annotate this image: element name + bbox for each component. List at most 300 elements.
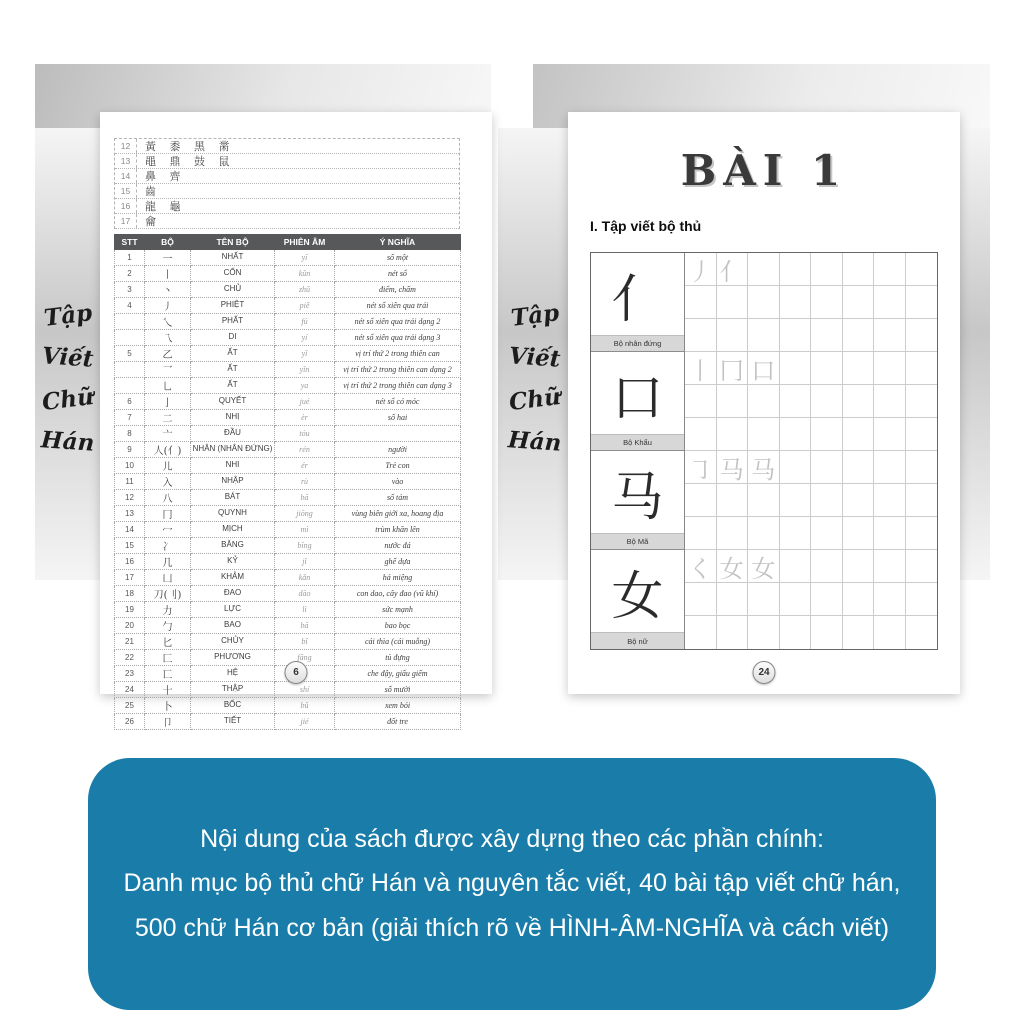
stt-cell: 13 <box>115 506 145 522</box>
table-row <box>115 554 461 570</box>
ten-bo-cell: ĐẦU <box>191 426 275 442</box>
y-nghia-cell: điểm, chấm <box>335 282 461 298</box>
stt-cell: 16 <box>115 554 145 570</box>
y-nghia-cell: nét sổ xiên qua trái dạng 2 <box>335 314 461 330</box>
ten-bo-cell: TIẾT <box>191 714 275 730</box>
stt-cell: 3 <box>115 282 145 298</box>
y-nghia-cell: vào <box>335 474 461 490</box>
stt-cell: 6 <box>115 394 145 410</box>
radical-column <box>591 352 685 451</box>
practice-cell: 亻 <box>717 253 749 286</box>
phien-am-cell: fāng <box>275 650 335 666</box>
info-box <box>88 758 936 1010</box>
bo-cell: 冖 <box>145 522 191 538</box>
ten-bo-cell: BỐC <box>191 698 275 714</box>
bo-cell: 丨 <box>145 266 191 282</box>
ten-bo-cell: LỰC <box>191 602 275 618</box>
info-line-1: Nội dung của sách được xây dựng theo các phần chính: <box>200 824 824 853</box>
bo-cell: 乛 <box>145 362 191 378</box>
practice-cell <box>780 550 812 583</box>
phien-am-cell: ya <box>275 378 335 394</box>
practice-cell <box>811 517 843 550</box>
stt-cell: 11 <box>115 474 145 490</box>
column-header: BỘ <box>145 235 191 250</box>
bo-cell: 一 <box>145 250 191 266</box>
practice-cell <box>780 253 812 286</box>
practice-cell: く <box>685 550 717 583</box>
practice-cell <box>685 616 717 649</box>
bo-cell: 丿 <box>145 298 191 314</box>
practice-cell <box>780 385 812 418</box>
practice-cell <box>685 583 717 616</box>
table-row <box>115 538 461 554</box>
table-row <box>115 602 461 618</box>
phien-am-cell: rù <box>275 474 335 490</box>
practice-cell <box>748 616 780 649</box>
practice-cell <box>874 286 906 319</box>
stt-cell: 24 <box>115 682 145 698</box>
table-row <box>115 426 461 442</box>
bo-cell: 冫 <box>145 538 191 554</box>
stt-cell: 20 <box>115 618 145 634</box>
y-nghia-cell: số một <box>335 250 461 266</box>
y-nghia-cell: người <box>335 442 461 458</box>
series-title-word: Hán <box>40 426 96 457</box>
radical-characters: 鼻 齊 <box>145 170 186 183</box>
practice-cell <box>717 385 749 418</box>
ten-bo-cell: BĂNG <box>191 538 275 554</box>
bo-cell: 亠 <box>145 426 191 442</box>
practice-cell: 马 <box>748 451 780 484</box>
ten-bo-cell: CỔN <box>191 266 275 282</box>
practice-cell <box>874 583 906 616</box>
practice-cell <box>906 550 938 583</box>
info-line-3: 500 chữ Hán cơ bản (giải thích rõ về HÌNH-ÂM-NGHĨA và cách viết) <box>134 913 890 942</box>
bo-cell: 卩 <box>145 714 191 730</box>
y-nghia-cell: nét sổ có móc <box>335 394 461 410</box>
stroke-index-row <box>115 154 459 169</box>
practice-cell <box>748 418 780 451</box>
phien-am-cell: bǐ <box>275 634 335 650</box>
practice-cell <box>843 286 875 319</box>
radical-label: Bộ Khẩu <box>591 435 684 451</box>
practice-cell: 女 <box>748 550 780 583</box>
column-header: PHIÊN ÂM <box>275 235 335 250</box>
practice-cell <box>780 286 812 319</box>
practice-cell <box>811 583 843 616</box>
practice-cell <box>685 484 717 517</box>
practice-cell <box>780 418 812 451</box>
practice-cell <box>748 286 780 319</box>
gray-strip-right <box>960 128 990 580</box>
radical-table-header-row <box>115 235 461 250</box>
practice-cell <box>843 616 875 649</box>
practice-cell <box>874 385 906 418</box>
practice-cell <box>717 583 749 616</box>
left-book-page <box>100 112 492 729</box>
stt-cell: 26 <box>115 714 145 730</box>
ten-bo-cell: NHẤT <box>191 250 275 266</box>
stroke-index-row <box>115 214 459 229</box>
phien-am-cell: bā <box>275 490 335 506</box>
practice-cell <box>717 616 749 649</box>
bo-cell: 凵 <box>145 570 191 586</box>
practice-section <box>591 253 937 352</box>
practice-cell <box>717 484 749 517</box>
practice-cell <box>780 517 812 550</box>
practice-cell <box>748 484 780 517</box>
ten-bo-cell: CHỦY <box>191 634 275 650</box>
table-row <box>115 586 461 602</box>
bo-cell: 匚 <box>145 650 191 666</box>
stt-cell: 4 <box>115 298 145 314</box>
practice-cell <box>906 484 938 517</box>
y-nghia-cell: đốt tre <box>335 714 461 730</box>
stt-cell: 10 <box>115 458 145 474</box>
stt-cell: 15 <box>115 538 145 554</box>
radical-characters: 龍 龜 <box>145 200 186 213</box>
practice-cell <box>780 352 812 385</box>
series-title-calligraphy-left <box>35 299 101 457</box>
column-header: Ý NGHĨA <box>335 235 461 250</box>
bo-cell: 卜 <box>145 698 191 714</box>
phien-am-cell: jié <box>275 714 335 730</box>
table-row <box>115 266 461 282</box>
ten-bo-cell: NHẬP <box>191 474 275 490</box>
stroke-index-row <box>115 169 459 184</box>
y-nghia-cell: Trẻ con <box>335 458 461 474</box>
bo-cell: 丶 <box>145 282 191 298</box>
ten-bo-cell: PHẤT <box>191 314 275 330</box>
table-row <box>115 346 461 362</box>
y-nghia-cell: bao bọc <box>335 618 461 634</box>
practice-cell <box>780 484 812 517</box>
y-nghia-cell: số mười <box>335 682 461 698</box>
ten-bo-cell: NHÂN (NHÂN ĐỨNG) <box>191 442 275 458</box>
ten-bo-cell: NHỊ <box>191 410 275 426</box>
practice-cell <box>748 583 780 616</box>
radical-label: Bộ nữ <box>591 633 684 649</box>
practice-cell <box>843 352 875 385</box>
stt-cell <box>115 362 145 378</box>
series-title-word: Tập <box>42 299 94 332</box>
practice-section <box>591 451 937 550</box>
stt-cell <box>115 314 145 330</box>
phien-am-cell: jué <box>275 394 335 410</box>
ten-bo-cell: CHỦ <box>191 282 275 298</box>
stroke-count: 15 <box>115 184 137 198</box>
phien-am-cell: yǐ <box>275 346 335 362</box>
bo-cell: 入 <box>145 474 191 490</box>
bo-cell: 几 <box>145 554 191 570</box>
radical-characters: 黃 黍 黑 黹 <box>145 140 235 153</box>
practice-cell <box>811 352 843 385</box>
info-line-2: Danh mục bộ thủ chữ Hán và nguyên tắc viết, 40 bài tập viết chữ hán, <box>123 869 901 898</box>
y-nghia-cell: số hai <box>335 410 461 426</box>
radical-character: 亻 <box>591 253 684 336</box>
ten-bo-cell: THẬP <box>191 682 275 698</box>
practice-cell <box>874 550 906 583</box>
practice-cell <box>906 352 938 385</box>
practice-cell <box>906 451 938 484</box>
radical-column <box>591 451 685 550</box>
stt-cell: 17 <box>115 570 145 586</box>
practice-cell: 女 <box>717 550 749 583</box>
practice-cell <box>811 319 843 352</box>
stroke-index-table <box>114 138 460 229</box>
practice-cell <box>685 286 717 319</box>
stt-cell: 9 <box>115 442 145 458</box>
table-row <box>115 282 461 298</box>
phien-am-cell: kǎn <box>275 570 335 586</box>
practice-cell <box>874 253 906 286</box>
section-heading: I. Tập viết bộ thủ <box>590 218 702 234</box>
phien-am-cell: dāo <box>275 586 335 602</box>
phien-am-cell: bǔ <box>275 698 335 714</box>
practice-cell: 口 <box>748 352 780 385</box>
phien-am-cell: yǐn <box>275 362 335 378</box>
ten-bo-cell: ẤT <box>191 346 275 362</box>
page-number-badge-left: 6 <box>285 661 308 684</box>
practice-grid <box>685 451 937 550</box>
radical-characters: 龠 <box>145 215 161 228</box>
y-nghia-cell: nét sổ <box>335 266 461 282</box>
phien-am-cell: yī <box>275 250 335 266</box>
bo-cell: 匕 <box>145 634 191 650</box>
radical-characters: 黽 鼎 鼓 鼠 <box>145 155 235 168</box>
phien-am-cell: bīng <box>275 538 335 554</box>
practice-cell <box>874 451 906 484</box>
stroke-count: 16 <box>115 199 137 213</box>
ten-bo-cell: PHƯƠNG <box>191 650 275 666</box>
practice-section <box>591 352 937 451</box>
stt-cell: 12 <box>115 490 145 506</box>
table-row <box>115 378 461 394</box>
table-row <box>115 714 461 730</box>
y-nghia-cell: nét sổ xiên qua trái dạng 3 <box>335 330 461 346</box>
table-row <box>115 570 461 586</box>
bo-cell: 亅 <box>145 394 191 410</box>
stroke-count: 17 <box>115 214 137 228</box>
phien-am-cell: shí <box>275 682 335 698</box>
phien-am-cell: zhǔ <box>275 282 335 298</box>
practice-cell <box>874 319 906 352</box>
column-header: STT <box>115 235 145 250</box>
table-row <box>115 682 461 698</box>
practice-cell: ㇆ <box>685 451 717 484</box>
ten-bo-cell: HỆ <box>191 666 275 682</box>
series-title-word: Viết <box>508 342 562 373</box>
practice-cell: 丿 <box>685 253 717 286</box>
table-row <box>115 410 461 426</box>
practice-cell <box>780 319 812 352</box>
radical-column <box>591 550 685 649</box>
table-row <box>115 362 461 378</box>
practice-cell <box>685 418 717 451</box>
y-nghia-cell: xem bói <box>335 698 461 714</box>
practice-cell <box>811 385 843 418</box>
practice-cell <box>906 319 938 352</box>
stt-cell: 18 <box>115 586 145 602</box>
practice-cell <box>906 253 938 286</box>
practice-cell <box>685 385 717 418</box>
bo-cell: 十 <box>145 682 191 698</box>
practice-grid <box>685 253 937 352</box>
ten-bo-cell: DI <box>191 330 275 346</box>
practice-cell <box>874 616 906 649</box>
ten-bo-cell: KỶ <box>191 554 275 570</box>
practice-cell <box>874 418 906 451</box>
y-nghia-cell: nét sổ xiên qua trái <box>335 298 461 314</box>
bo-cell: 乙 <box>145 346 191 362</box>
series-title-word: Tập <box>509 299 561 332</box>
table-row <box>115 458 461 474</box>
phien-am-cell: lì <box>275 602 335 618</box>
ten-bo-cell: ẤT <box>191 378 275 394</box>
radical-character: 女 <box>591 550 684 633</box>
phien-am-cell: jǐ <box>275 554 335 570</box>
bo-cell: 乀 <box>145 314 191 330</box>
stt-cell: 21 <box>115 634 145 650</box>
practice-cell <box>780 451 812 484</box>
y-nghia-cell: vị trí thứ 2 trong thiên can dạng 3 <box>335 378 461 394</box>
radical-characters: 齒 <box>145 185 161 198</box>
page-number-badge-right: 24 <box>753 661 776 684</box>
practice-cell <box>748 517 780 550</box>
practice-cell <box>811 616 843 649</box>
practice-cell <box>843 385 875 418</box>
table-row <box>115 442 461 458</box>
y-nghia-cell: vị trí thứ 2 trong thiên can <box>335 346 461 362</box>
practice-cell <box>717 286 749 319</box>
phien-am-cell: fú <box>275 314 335 330</box>
practice-cell <box>717 517 749 550</box>
ten-bo-cell: PHIỆT <box>191 298 275 314</box>
stt-cell: 8 <box>115 426 145 442</box>
practice-cell <box>906 385 938 418</box>
practice-cell <box>906 286 938 319</box>
phien-am-cell: tóu <box>275 426 335 442</box>
ten-bo-cell: BÁT <box>191 490 275 506</box>
stt-cell: 23 <box>115 666 145 682</box>
phien-am-cell: ér <box>275 458 335 474</box>
series-title-word: Chữ <box>40 382 96 417</box>
phien-am-cell: yí <box>275 330 335 346</box>
y-nghia-cell <box>335 426 461 442</box>
table-row <box>115 330 461 346</box>
bo-cell: 冂 <box>145 506 191 522</box>
practice-cell: 丨 <box>685 352 717 385</box>
practice-cell <box>843 418 875 451</box>
y-nghia-cell: há miệng <box>335 570 461 586</box>
practice-cell <box>843 550 875 583</box>
y-nghia-cell: cái thìa (cái muỗng) <box>335 634 461 650</box>
stroke-count: 14 <box>115 169 137 183</box>
practice-cell <box>748 253 780 286</box>
practice-cell <box>748 319 780 352</box>
ten-bo-cell: ĐAO <box>191 586 275 602</box>
practice-cell <box>811 550 843 583</box>
bo-cell: 人(亻) <box>145 442 191 458</box>
practice-cell <box>811 484 843 517</box>
y-nghia-cell: ghế dựa <box>335 554 461 570</box>
practice-section <box>591 550 937 649</box>
y-nghia-cell: sức mạnh <box>335 602 461 618</box>
y-nghia-cell: nước đá <box>335 538 461 554</box>
table-row <box>115 634 461 650</box>
stt-cell <box>115 330 145 346</box>
stt-cell: 14 <box>115 522 145 538</box>
series-title-word: Chữ <box>507 382 563 417</box>
radical-character: 口 <box>591 352 684 435</box>
series-title-calligraphy-right <box>500 299 570 457</box>
bo-cell: 乁 <box>145 330 191 346</box>
radical-column <box>591 253 685 352</box>
practice-cell <box>906 517 938 550</box>
y-nghia-cell: con dao, cây đao (vũ khí) <box>335 586 461 602</box>
practice-cell <box>811 286 843 319</box>
right-book-page <box>568 112 960 694</box>
phien-am-cell: kǔn <box>275 266 335 282</box>
stt-cell: 25 <box>115 698 145 714</box>
stroke-index-row <box>115 139 459 154</box>
series-title-word: Viết <box>41 342 95 373</box>
table-row <box>115 522 461 538</box>
stroke-index-row <box>115 199 459 214</box>
table-row <box>115 698 461 714</box>
table-row <box>115 314 461 330</box>
practice-grid <box>685 352 937 451</box>
y-nghia-cell: che đậy, giấu giếm <box>335 666 461 682</box>
practice-cell <box>906 583 938 616</box>
ten-bo-cell: NHI <box>191 458 275 474</box>
practice-cell <box>843 319 875 352</box>
radical-label: Bộ nhân đứng <box>591 336 684 352</box>
phien-am-cell: rén <box>275 442 335 458</box>
stt-cell: 7 <box>115 410 145 426</box>
bo-cell: 匸 <box>145 666 191 682</box>
y-nghia-cell: vị trí thứ 2 trong thiên can dạng 2 <box>335 362 461 378</box>
y-nghia-cell: vùng biên giới xa, hoang địa <box>335 506 461 522</box>
stt-cell: 2 <box>115 266 145 282</box>
practice-cell <box>685 319 717 352</box>
practice-cell <box>748 385 780 418</box>
practice-cell: 冂 <box>717 352 749 385</box>
ten-bo-cell: BAO <box>191 618 275 634</box>
table-row <box>115 298 461 314</box>
y-nghia-cell: số tám <box>335 490 461 506</box>
practice-cell <box>906 418 938 451</box>
stt-cell: 5 <box>115 346 145 362</box>
series-title-word: Hán <box>507 426 563 457</box>
stroke-count: 13 <box>115 154 137 168</box>
column-header: TÊN BỘ <box>191 235 275 250</box>
practice-cell <box>843 253 875 286</box>
bo-cell: 刀(刂) <box>145 586 191 602</box>
practice-cell <box>874 484 906 517</box>
stt-cell: 22 <box>115 650 145 666</box>
practice-cell <box>780 583 812 616</box>
stt-cell: 19 <box>115 602 145 618</box>
table-row <box>115 250 461 266</box>
practice-cell <box>780 616 812 649</box>
ten-bo-cell: MỊCH <box>191 522 275 538</box>
phien-am-cell: èr <box>275 410 335 426</box>
table-row <box>115 618 461 634</box>
phien-am-cell: piě <box>275 298 335 314</box>
practice-cell <box>843 484 875 517</box>
y-nghia-cell: tủ đựng <box>335 650 461 666</box>
